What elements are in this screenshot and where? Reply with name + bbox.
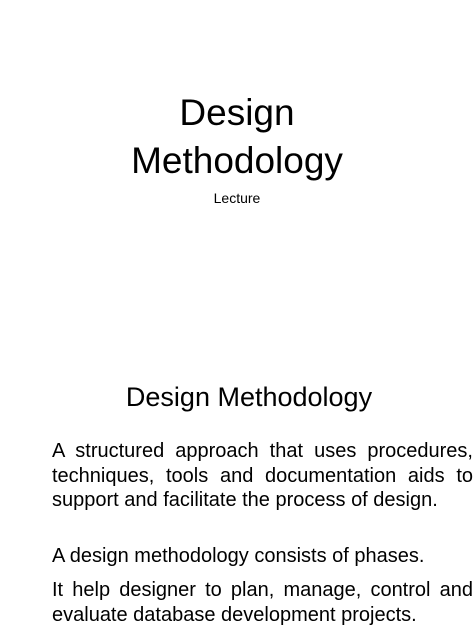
section-heading: Design Methodology bbox=[125, 382, 373, 412]
slide-title-line-1: Design bbox=[179, 92, 295, 133]
paragraph-phases: A design methodology consists of phases. bbox=[52, 545, 425, 567]
slide-title-line-2: Methodology bbox=[131, 140, 343, 181]
paragraph-definition: A structured approach that uses procedures, techniques, tools and documentation aids to support and facilitate the process of design. bbox=[52, 440, 473, 511]
paragraph-purpose: It help designer to plan, manage, control and evaluate database development projects. bbox=[52, 579, 473, 626]
slide-subtitle: Lecture bbox=[213, 190, 261, 206]
